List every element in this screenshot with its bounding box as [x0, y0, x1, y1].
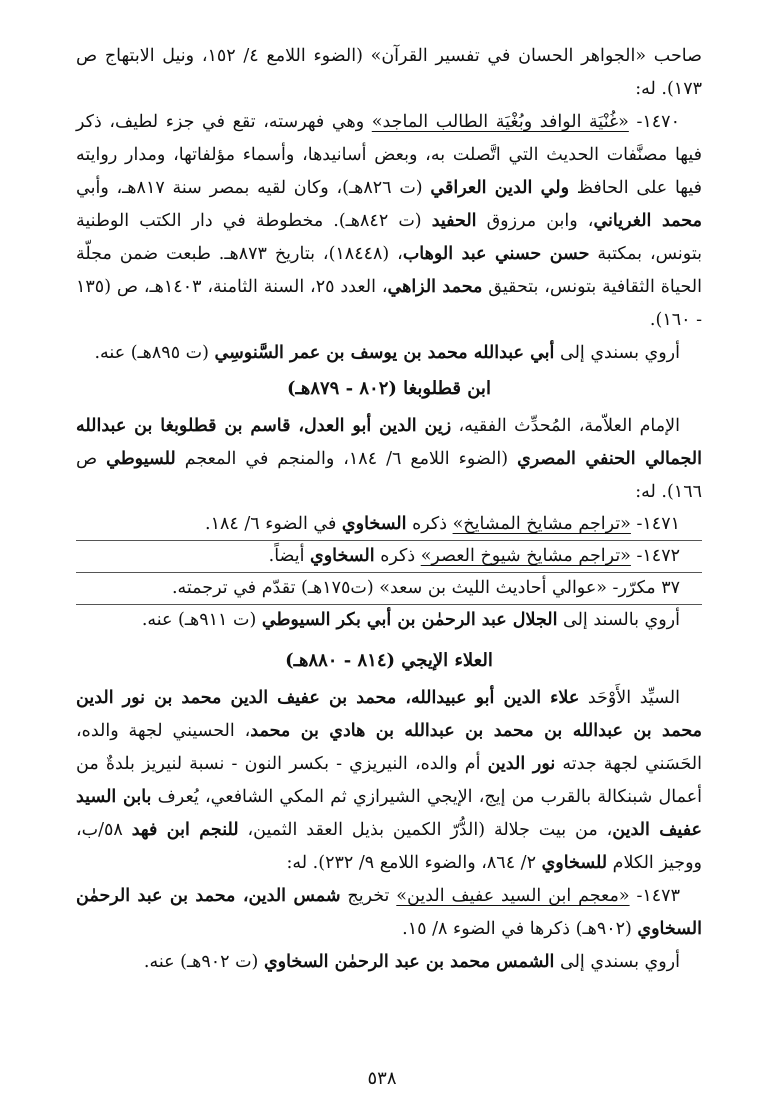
entry-number: ١٤٧٠-: [628, 112, 680, 132]
text: ذكره: [406, 514, 453, 534]
person-name: الجلال عبد الرحمٰن بن أبي بكر السيوطي: [261, 610, 558, 630]
entry-1472: [76, 541, 702, 573]
text: ٢/ ٨٦٤، والضوء اللامع ٩/ ٢٣٢). له:: [286, 853, 542, 873]
biography-paragraph: [76, 410, 702, 509]
section-heading: العلاء الإيجي (٨١٤ - ٨٨٠هـ): [285, 650, 493, 671]
text: أروي بسندي إلى: [554, 952, 680, 972]
page-number: ٥٣٨: [367, 1068, 397, 1089]
entry-number: ١٤٧٢-: [630, 546, 680, 566]
person-name: ولي الدين العراقي: [430, 178, 570, 198]
book-title: «غُنْيَة الوافد وبُغْيَة الطالب الماجد»: [371, 112, 629, 132]
riwaya-line: [76, 605, 702, 636]
text: ٥٨/ب، ووجيز الكلام: [76, 820, 702, 873]
riwaya-line: [76, 337, 702, 370]
text: (ت ٨٩٥هـ) عنه.: [94, 343, 215, 363]
entry-number: ١٤٧١-: [630, 514, 680, 534]
entry-37-repeat: [76, 573, 702, 605]
text: ذكره: [374, 546, 421, 566]
entry-1470: [76, 106, 702, 337]
person-name: بابن السيد عفيف الدين: [76, 787, 702, 840]
person-name: للنجم ابن فهد: [131, 820, 239, 840]
text: السيِّد الأَوْحَد: [579, 688, 680, 708]
person-name: الشمس محمد بن عبد الرحمٰن السخاوي: [263, 952, 555, 972]
text: (الضوء اللامع ٦/ ١٨٤، والمنجم في المعجم: [175, 449, 518, 469]
text: (٩٠٢هـ) ذكرها في الضوء ٨/ ١٥.: [402, 919, 638, 939]
text: (ت ٩٠٢هـ) عنه.: [143, 952, 264, 972]
text: ، (١٨٤٤٨)، بتاريخ ٨٧٣هـ. طبعت ضمن مجلّة الحياة الثقافية بتونس، بتحقيق: [76, 244, 702, 297]
text: في الضوء ٦/ ١٨٤.: [204, 514, 342, 534]
text: (ت ٨٢٦هـ)، وكان لقيه بمصر سنة ٨١٧هـ، وأبي: [76, 178, 431, 198]
person-name: للسيوطي: [106, 449, 176, 469]
text: (ت ٩١١هـ) عنه.: [141, 610, 262, 630]
person-name: زين الدين أبو العدل، قاسم بن قطلوبغا بن عبدالله الجمالي الحنفي المصري: [76, 416, 702, 469]
person-name: نور الدين: [487, 754, 556, 774]
text: أم والده، النيريزي - بكسر النون - نسبة لنيريز بلدةٌ من أعمال شبنكالة بالقرب من إيج، الإيجي الشيرازي ثم المكي الشافعي، يُعرف: [76, 754, 702, 807]
text: ، من بيت جلالة (الدُّرّ الكمين بذيل العقد الثمين،: [238, 820, 613, 840]
person-name: السخاوي: [341, 514, 407, 534]
text: أروي بسندي إلى: [554, 343, 680, 363]
book-title: «تراجم مشايخ شيوخ العصر»: [420, 546, 631, 566]
text: ص ١٦٦). له:: [76, 449, 702, 502]
text: ، العدد ٢٥، السنة الثامنة، ١٤٠٣هـ، ص (١٣٥ - ١٦٠).: [76, 277, 702, 330]
person-name: محمد الزاهي: [387, 277, 483, 297]
riwaya-line: [76, 946, 702, 979]
text: وهي فهرسته، تقع في جزء لطيف، ذكر فيها مصنَّفات الحديث التي اتَّصلت به، وبعض أسانيدها، وأسماء مؤلفاتها، ومدار روايته فيها على الحافظ: [76, 112, 703, 198]
text: ٣٧ مكرّر- «عوالي أحاديث الليث بن سعد» (ت١٧٥هـ) تقدّم في ترجمته.: [171, 578, 680, 598]
text: ، الحسيني لجهة والده، الحَسَني لجهة جدته: [76, 721, 702, 774]
entry-1471: [76, 509, 702, 541]
text: أيضاً.: [268, 546, 311, 566]
book-title: «معجم ابن السيد عفيف الدين»: [396, 886, 630, 906]
person-name: للسخاوي: [541, 853, 608, 873]
text: (ت ٨٤٢هـ). مخطوطة في دار الكتب الوطنية بتونس، بمكتبة: [76, 211, 702, 264]
text: الإمام العلاّمة، المُحدِّث الفقيه،: [451, 416, 680, 436]
person-name: شمس الدين، محمد بن عبد الرحمٰن السخاوي: [76, 886, 702, 939]
book-title: «تراجم مشايخ المشايخ»: [452, 514, 631, 534]
person-name: علاء الدين أبو عبيدالله، محمد بن عفيف الدين محمد بن نور الدين محمد بن عبدالله بن محمد بن عبدالله بن هادي بن محمد: [76, 688, 702, 741]
entry-1473: [76, 880, 702, 946]
entry-number: ١٤٧٣-: [629, 886, 680, 906]
person-name: حسن حسني عبد الوهاب: [402, 244, 590, 264]
spacer: [76, 636, 702, 642]
section-heading: ابن قطلوبغا (٨٠٢ - ٨٧٩هـ): [287, 378, 491, 399]
biography-paragraph: [76, 682, 702, 880]
paragraph-continuation: [76, 40, 702, 106]
text: ، وابن مرزوق: [476, 211, 594, 231]
person-name: محمد الغرياني: [593, 211, 702, 231]
text: أروي بالسند إلى: [557, 610, 680, 630]
person-name: السخاوي: [310, 546, 375, 566]
person-name: أبي عبدالله محمد بن يوسف بن عمر السَّنوسِي: [214, 343, 555, 363]
text: تخريج: [340, 886, 397, 906]
person-name: الحفيد: [431, 211, 477, 231]
text: صاحب «الجواهر الحسان في تفسير القرآن» (الضوء اللامع ٤/ ١٥٢، ونيل الابتهاج ص ١٧٣). له:: [76, 46, 702, 99]
